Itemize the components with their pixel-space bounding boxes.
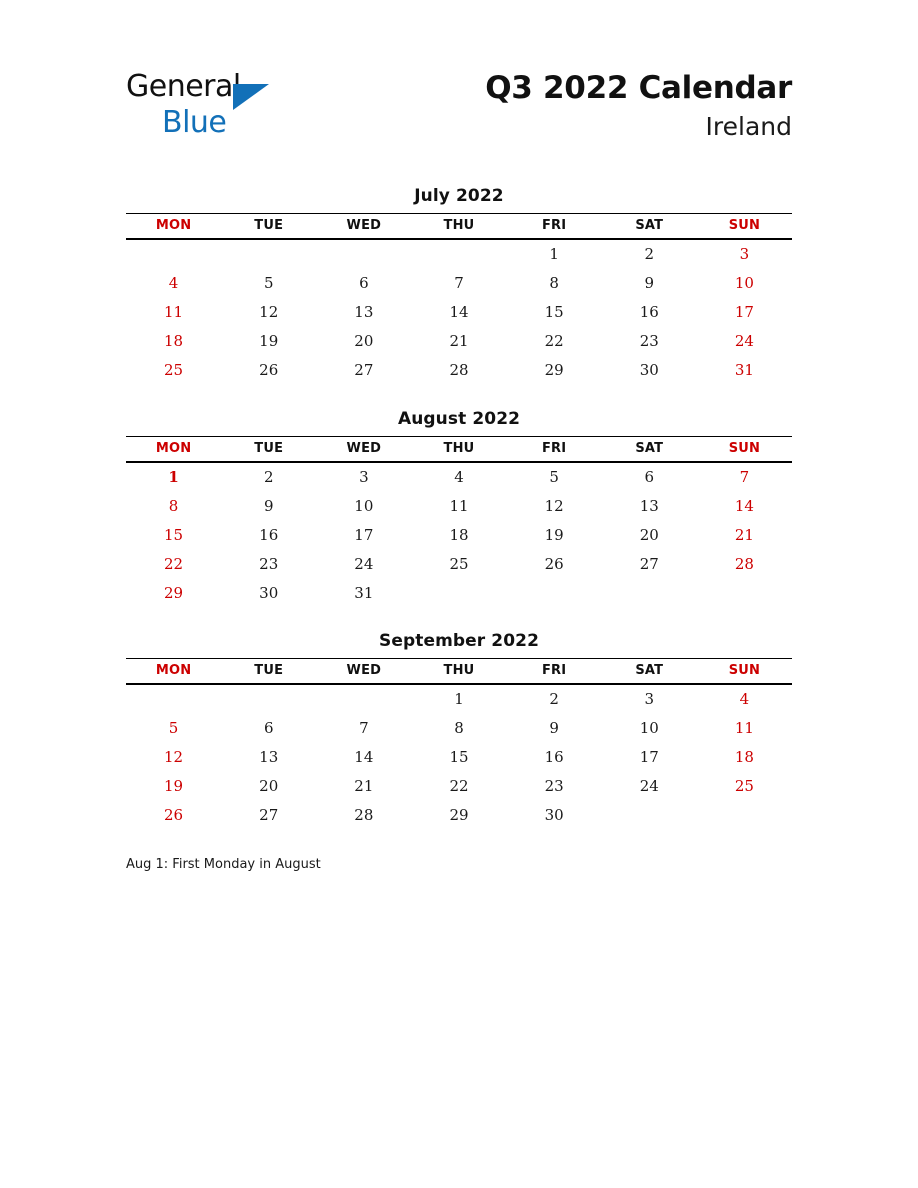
page-title: Q3 2022 Calendar [485,70,792,106]
weekday-header-sun: SUN [728,441,761,456]
day-cell[interactable]: 11 [449,497,469,515]
day-cell[interactable]: 13 [354,303,374,321]
weekday-header-thu: THU [443,218,475,233]
day-cell[interactable]: 18 [164,332,184,350]
day-cell[interactable]: 27 [354,361,374,379]
day-cell[interactable]: 29 [449,806,469,824]
day-cell[interactable]: 19 [544,526,564,544]
day-cell[interactable]: 16 [544,748,564,766]
day-cell[interactable]: 11 [164,303,184,321]
month-block [126,631,792,830]
day-cell[interactable]: 17 [639,748,659,766]
day-cell[interactable]: 1 [454,690,464,708]
day-cell[interactable]: 7 [739,468,750,486]
day-cell[interactable]: 3 [739,245,750,263]
day-cell[interactable]: 29 [164,584,184,602]
weekday-header-wed: WED [346,218,382,233]
day-cell-empty [697,579,792,608]
day-cell-empty [602,579,697,608]
page-header [126,68,792,160]
weekday-header-fri: FRI [541,663,567,678]
week-row [126,492,792,521]
weekday-header-sat: SAT [635,441,664,456]
day-cell[interactable]: 15 [449,748,469,766]
day-cell[interactable]: 25 [164,361,184,379]
day-cell-empty [697,801,792,830]
day-cell[interactable]: 1 [549,245,559,263]
day-cell[interactable]: 21 [354,777,374,795]
day-cell[interactable]: 30 [639,361,659,379]
day-cell[interactable]: 10 [734,274,754,292]
week-row [126,550,792,579]
weekday-header-tue: TUE [254,218,284,233]
day-cell[interactable]: 9 [263,497,274,515]
weekday-header-row [126,214,792,240]
day-cell[interactable]: 20 [639,526,659,544]
holiday-notes [126,855,792,875]
day-cell[interactable]: 14 [734,497,754,515]
day-cell[interactable]: 23 [544,777,564,795]
weekday-header-thu: THU [443,441,475,456]
week-row [126,714,792,743]
day-cell[interactable]: 11 [734,719,754,737]
weekday-header-wed: WED [346,441,382,456]
day-cell-empty [411,239,506,269]
day-cell[interactable]: 27 [259,806,279,824]
day-cell[interactable]: 9 [644,274,655,292]
day-cell[interactable]: 19 [259,332,279,350]
day-cell[interactable]: 26 [544,555,564,573]
day-cell[interactable]: 12 [164,748,184,766]
day-cell[interactable]: 22 [449,777,469,795]
day-cell[interactable]: 13 [639,497,659,515]
logo-text-blue: Blue [162,105,227,140]
weekday-header-row [126,659,792,685]
day-cell[interactable]: 6 [359,274,369,292]
weekday-header-tue: TUE [254,441,284,456]
day-cell[interactable]: 31 [734,361,754,379]
week-row [126,579,792,608]
weekday-header-fri: FRI [541,441,567,456]
day-cell-empty [221,239,316,269]
day-cell[interactable]: 3 [644,690,655,708]
day-cell[interactable]: 25 [734,777,754,795]
holiday-note: Aug 1: First Monday in August [126,857,321,872]
day-cell[interactable]: 20 [259,777,279,795]
weekday-header-sat: SAT [635,663,664,678]
day-cell[interactable]: 21 [449,332,469,350]
weekday-header-sun: SUN [728,218,761,233]
weekday-header-mon: MON [155,441,192,456]
day-cell[interactable]: 22 [164,555,184,573]
day-cell-empty [602,801,697,830]
day-cell[interactable]: 7 [454,274,464,292]
week-row [126,356,792,385]
week-row [126,801,792,830]
day-cell[interactable]: 23 [639,332,659,350]
weekday-header-wed: WED [346,663,382,678]
weekday-header-thu: THU [443,663,475,678]
day-cell[interactable]: 2 [263,468,274,486]
page-subtitle-country: Ireland [705,112,792,141]
day-cell[interactable]: 13 [259,748,279,766]
day-cell[interactable]: 25 [449,555,469,573]
weekday-header-mon: MON [155,663,192,678]
day-cell-empty [316,684,411,714]
day-cell[interactable]: 7 [359,719,369,737]
day-cell[interactable]: 2 [644,245,655,263]
weekday-header-fri: FRI [541,218,567,233]
week-row [126,772,792,801]
day-cell[interactable]: 24 [734,332,754,350]
week-row [126,743,792,772]
week-row [126,269,792,298]
day-cell[interactable]: 9 [549,719,559,737]
day-cell[interactable]: 3 [359,468,369,486]
day-cell[interactable]: 14 [354,748,374,766]
month-grid [126,658,792,830]
day-cell[interactable]: 27 [639,555,659,573]
day-cell[interactable]: 23 [259,555,279,573]
week-row [126,684,792,714]
weekday-header-sat: SAT [635,218,664,233]
weekday-header-tue: TUE [254,663,284,678]
title-block [485,68,792,144]
day-cell[interactable]: 28 [354,806,374,824]
day-cell[interactable]: 28 [449,361,469,379]
day-cell[interactable]: 10 [354,497,374,515]
day-cell[interactable]: 31 [354,584,374,602]
day-cell-empty [221,684,316,714]
day-cell[interactable]: 17 [354,526,374,544]
logo-triangle-icon [233,84,269,110]
day-cell-empty [507,579,602,608]
day-cell[interactable]: 4 [739,690,750,708]
general-blue-logo[interactable] [126,69,286,144]
day-cell[interactable]: 28 [734,555,754,573]
day-cell-empty [126,684,221,714]
day-cell[interactable]: 16 [259,526,279,544]
day-cell[interactable]: 24 [639,777,659,795]
day-cell[interactable]: 15 [164,526,184,544]
day-cell[interactable]: 22 [544,332,564,350]
day-cell[interactable]: 26 [259,361,279,379]
day-cell[interactable]: 12 [544,497,564,515]
day-cell[interactable]: 18 [734,748,754,766]
month-block [126,409,792,608]
day-cell[interactable]: 8 [549,274,559,292]
day-cell[interactable]: 4 [454,468,464,486]
day-cell[interactable]: 30 [544,806,564,824]
logo-text-general: General [126,69,241,104]
day-cell[interactable]: 15 [544,303,564,321]
week-row [126,462,792,492]
day-cell-empty [411,579,506,608]
month-block [126,186,792,385]
day-cell[interactable]: 24 [354,555,374,573]
day-cell[interactable]: 12 [259,303,279,321]
day-cell[interactable]: 5 [168,719,179,737]
month-title: July 2022 [414,186,504,206]
day-cell[interactable]: 18 [449,526,469,544]
day-cell-empty [126,239,221,269]
day-cell-empty [316,239,411,269]
month-grid [126,436,792,608]
day-cell[interactable]: 8 [168,497,179,515]
day-cell-holiday[interactable]: 1 [168,468,179,486]
day-cell[interactable]: 5 [263,274,274,292]
weekday-header-row [126,437,792,463]
day-cell[interactable]: 21 [734,526,754,544]
weekday-header-mon: MON [155,218,192,233]
day-cell[interactable]: 4 [168,274,179,292]
day-cell[interactable]: 30 [259,584,279,602]
week-row [126,521,792,550]
month-title: August 2022 [397,409,521,429]
day-cell[interactable]: 17 [734,303,754,321]
month-grid [126,213,792,385]
day-cell[interactable]: 2 [549,690,559,708]
month-title: September 2022 [378,631,540,651]
weekday-header-sun: SUN [728,663,761,678]
week-row [126,239,792,269]
day-cell[interactable]: 16 [639,303,659,321]
day-cell[interactable]: 5 [549,468,559,486]
day-cell[interactable]: 10 [639,719,659,737]
day-cell[interactable]: 8 [454,719,464,737]
day-cell[interactable]: 6 [644,468,655,486]
day-cell[interactable]: 20 [354,332,374,350]
day-cell[interactable]: 26 [164,806,184,824]
day-cell[interactable]: 19 [164,777,184,795]
day-cell[interactable]: 14 [449,303,469,321]
day-cell[interactable]: 6 [263,719,274,737]
week-row [126,298,792,327]
week-row [126,327,792,356]
day-cell[interactable]: 29 [544,361,564,379]
